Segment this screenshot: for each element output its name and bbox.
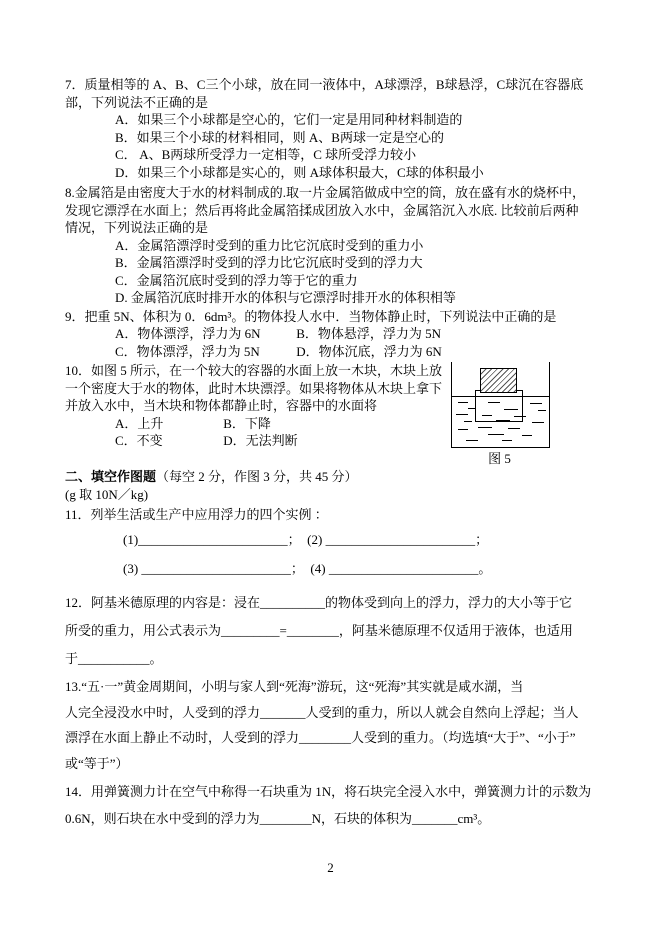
- beaker-illustration: [451, 362, 550, 448]
- question-9-option-row-2: [65, 343, 605, 361]
- question-11: [65, 505, 605, 583]
- water-dash: [522, 435, 532, 436]
- question-10-stem-line-2: 一个密度大于水的物体，此时木块漂浮。如果将物体从木块上拿下: [65, 380, 443, 396]
- water-dash: [530, 403, 542, 404]
- figure-5: [451, 362, 602, 466]
- question-8-stem-line-2: 发现它漂浮在水面上；然后再将此金属箔揉成团放入水中，金属箔沉入水底. 比较前后两种: [65, 202, 579, 218]
- question-13-line-4: 或“等于”）: [65, 755, 129, 771]
- question-13: [65, 674, 605, 776]
- question-8-option-b: B．金属箔漂浮时受到的浮力比它沉底时受到的浮力大: [115, 255, 423, 270]
- question-9-stem: 9．把重 5N、体积为 0．6dm³。的物体投人水中．当物体静止时，下列说法中正确的是: [65, 308, 557, 324]
- question-7-stem-line-1: 7．质量相等的 A、B、C三个小球，放在同一液体中，A球漂浮，B球悬浮，C球沉在容器底: [65, 77, 584, 92]
- question-10-option-c: C．不变: [115, 433, 163, 448]
- question-7-option-d: D．如果三个小球都是实心的，则 A球体积最大，C球的体积最小: [115, 164, 484, 180]
- section-2-score-note: （每空 2 分，作图 3 分，共 45 分）: [156, 469, 358, 484]
- question-8-option-d: D. 金属箔沉底时排开水的体积与它漂浮时排开水的体积相等: [115, 290, 456, 305]
- water-dash: [502, 440, 512, 441]
- question-9-option-d: D．物体沉底，浮力为 6N: [296, 343, 442, 359]
- question-11-blanks: [65, 525, 605, 583]
- water-dash: [458, 429, 468, 430]
- question-10-option-d: D．无法判断: [223, 433, 298, 448]
- question-10-option-row-2: [65, 432, 451, 450]
- question-13-line-1: 13.“五·一”黄金周期间，小明与家人到“死海”游玩，这“死海”其实就是咸水湖，当: [65, 679, 524, 694]
- question-7: [65, 76, 605, 181]
- question-8-stem-line-3: 情况，下列说法正确的是: [65, 220, 209, 235]
- question-10-option-a: A．上升: [115, 415, 164, 431]
- section-2-title: 二、填空作图题: [65, 469, 157, 484]
- question-7-stem-line-2: 部，下列说法不正确的是: [65, 94, 209, 110]
- wood-block: [475, 390, 523, 422]
- question-9-option-row-1: [65, 325, 605, 343]
- question-10-stem-line-3: 并放入水中，当木块和物体都静止时，容器中的水面将: [65, 398, 378, 413]
- gravity-constant-note: (g 取 10N／kg): [65, 486, 149, 502]
- question-13-line-2: 人完全浸没水中时，人受到的浮力_______人受到的重力，所以人就会自然向上浮起；当人: [65, 704, 579, 720]
- question-9: [65, 308, 605, 361]
- water-dash: [466, 440, 478, 441]
- question-9-option-c: C．物体漂浮，浮力为 5N: [115, 343, 260, 359]
- question-10-stem-line-1: 10．如图 5 所示，在一个较大的容器的水面上放一木块，木块上放: [65, 363, 443, 378]
- page-content: [65, 76, 605, 832]
- question-12-line-1: 12．阿基米德原理的内容是：浸在__________的物体受到向上的浮力，浮力的大小等于它: [65, 595, 573, 610]
- figure-5-label: 图 5: [488, 451, 511, 466]
- page-number: 2: [327, 860, 334, 875]
- water-dash: [456, 414, 468, 415]
- question-9-option-a: A．物体漂浮，浮力为 6N: [115, 326, 261, 341]
- question-9-option-b: B．物体悬浮，浮力为 5N: [296, 326, 442, 341]
- question-8: [65, 184, 605, 307]
- water-dash: [458, 402, 468, 403]
- section-2-header: [65, 468, 605, 486]
- question-12: [65, 589, 605, 673]
- question-11-stem: 11．列举生活或生产中应用浮力的四个实例 ：: [65, 507, 328, 522]
- question-8-stem-line-1: 8.金属箔是由密度大于水的材料制成的.取一片金属箔做成中空的筒，放在盛有水的烧杯中，: [65, 185, 586, 200]
- question-11-blank-row-1: (1)_______________________； (2) _______________________；: [123, 532, 489, 547]
- water-dash: [488, 434, 504, 435]
- question-11-blank-row-2: (3) _______________________； (4) _______________________。: [123, 561, 492, 576]
- question-14-line-1: 14．用弹簧测力计在空气中称得一石块重为 1N，将石块完全浸入水中，弹簧测力计的示数为: [65, 784, 592, 799]
- water-dash: [538, 410, 546, 411]
- dense-object-block: [480, 368, 517, 393]
- question-7-option-c: C． A、B两球所受浮力一定相等，C 球所受浮力较小: [115, 147, 417, 162]
- question-13-line-3: 漂浮在水面上静止不动时，人受到的浮力________人受到的重力。（均选填“大于”、“小于”: [65, 730, 576, 745]
- water-dash: [464, 421, 472, 422]
- water-dash: [508, 428, 520, 429]
- question-8-option-c: C．金属箔沉底时受到的浮力等于它的重力: [115, 272, 358, 288]
- question-7-option-b: B．如果三个小球的材料相同，则 A、B两球一定是空心的: [115, 129, 444, 145]
- question-12-line-2: 所受的重力，用公式表示为_________=________，阿基米德原理不仅适用于液体，也适用: [65, 623, 573, 638]
- question-12-line-3: 于___________。: [65, 651, 163, 666]
- question-7-option-a: A．如果三个小球都是空心的，它们一定是用同种材料制造的: [115, 112, 463, 127]
- water-dash: [532, 422, 544, 423]
- question-10-text: [65, 362, 451, 450]
- question-10-option-row-1: [65, 415, 451, 433]
- question-14: [65, 778, 605, 832]
- water-dash: [478, 427, 492, 428]
- question-8-option-a: A．金属箔漂浮时受到的重力比它沉底时受到的重力小: [115, 237, 424, 253]
- question-10-option-b: B．下降: [223, 415, 271, 431]
- question-14-line-2: 0.6N，则石块在水中受到的浮力为________N，石块的体积为_______cm³。: [65, 811, 491, 826]
- question-10: [65, 362, 605, 466]
